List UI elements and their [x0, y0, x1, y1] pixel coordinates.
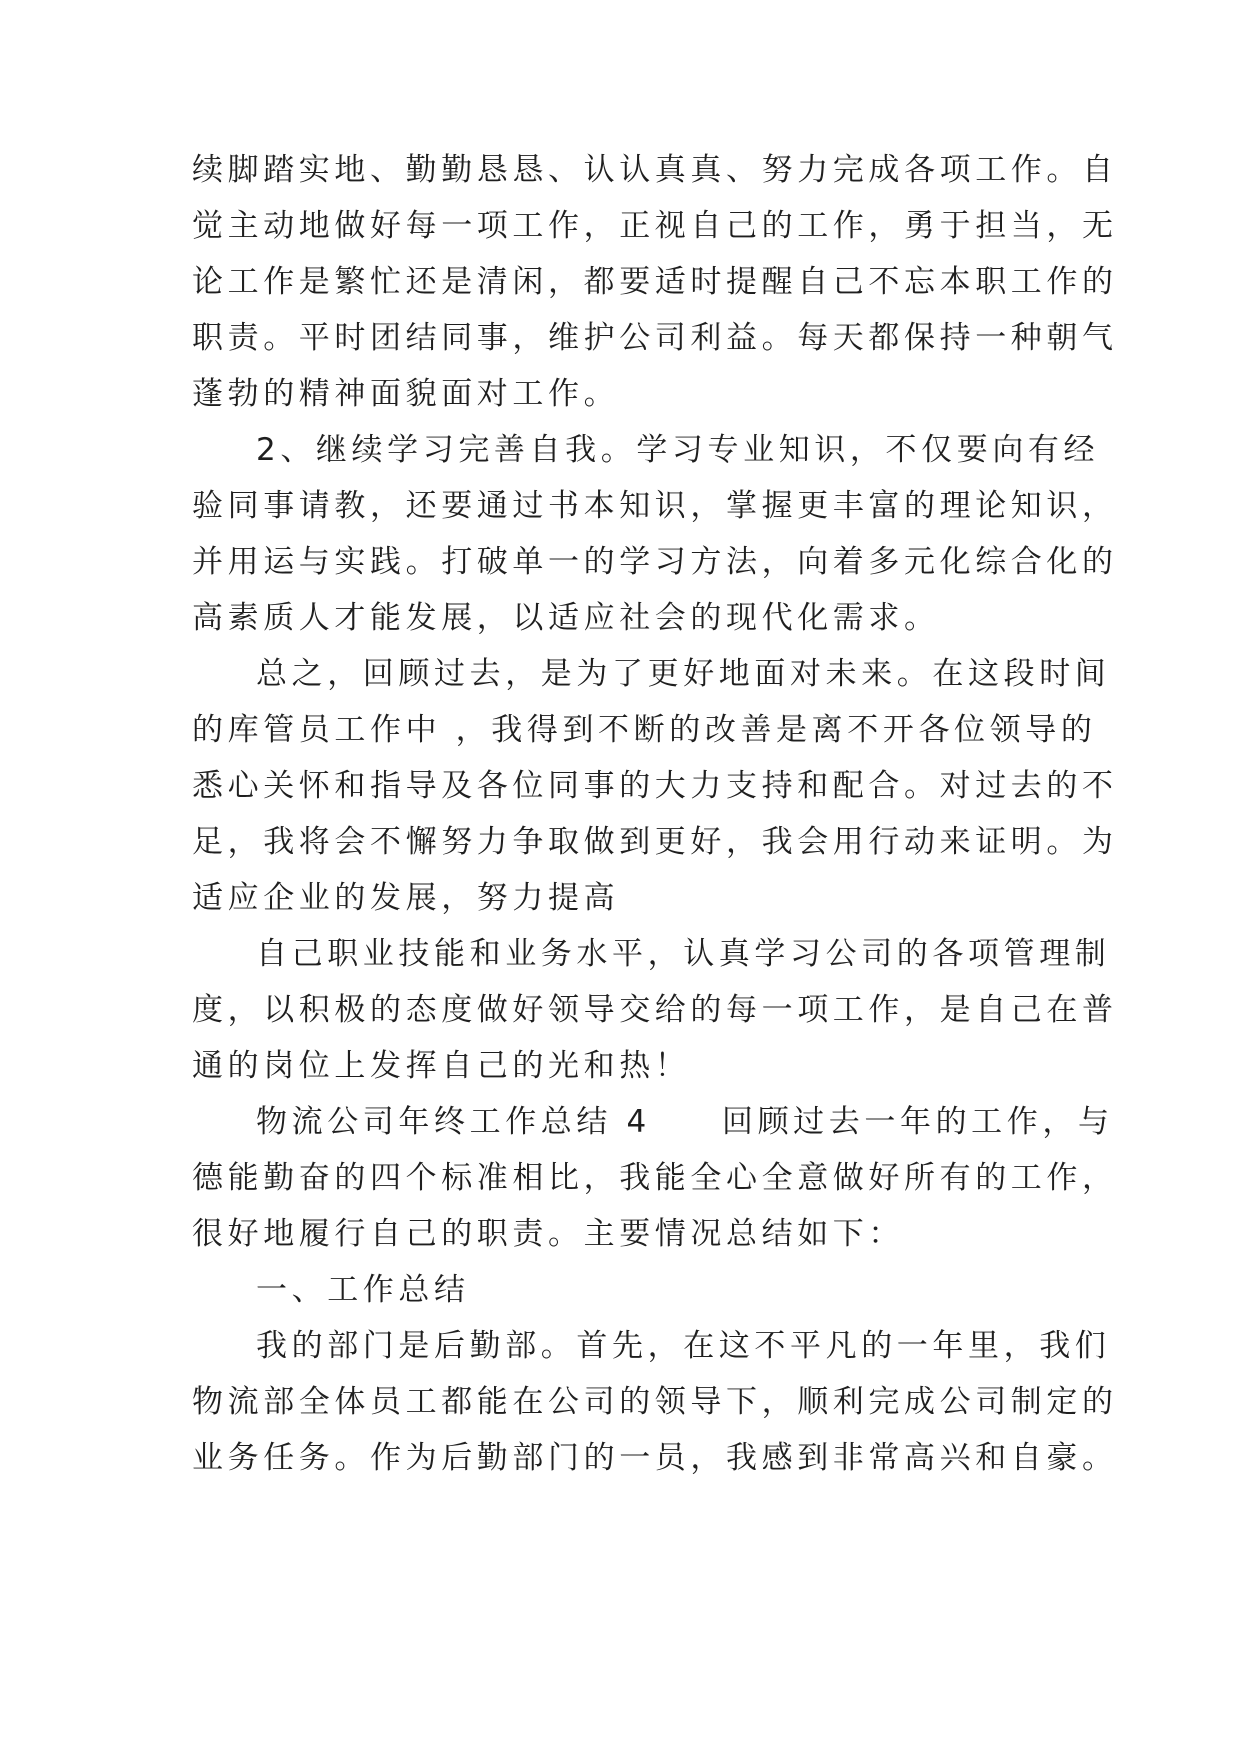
text-line: 验同事请教，还要通过书本知识，掌握更丰富的理论知识，	[192, 488, 1118, 524]
text-line: 足，我将会不懈努力争取做到更好，我会用行动来证明。为	[192, 824, 1118, 860]
text-line: 觉主动地做好每一项工作，正视自己的工作，勇于担当，无	[192, 208, 1118, 244]
text-line: 通的岗位上发挥自己的光和热！	[192, 1048, 691, 1084]
text-line: 高素质人才能发展，以适应社会的现代化需求。	[192, 600, 940, 636]
text-line: 度，以积极的态度做好领导交给的每一项工作，是自己在普	[192, 992, 1118, 1028]
text-line: 蓬勃的精神面貌面对工作。	[192, 376, 620, 412]
text-line: 物流部全体员工都能在公司的领导下，顺利完成公司制定的	[192, 1384, 1118, 1420]
text-line: 并用运与实践。打破单一的学习方法，向着多元化综合化的	[192, 544, 1118, 580]
paragraph-first-line: 2、继续学习完善自我。学习专业知识，不仅要向有经	[256, 432, 1100, 468]
section-title-line: 物流公司年终工作总结 4 回顾过去一年的工作，与	[256, 1104, 1114, 1140]
text-line: 业务任务。作为后勤部门的一员，我感到非常高兴和自豪。	[192, 1440, 1118, 1476]
text-line: 职责。平时团结同事，维护公司利益。每天都保持一种朝气	[192, 320, 1118, 356]
section-heading: 一、工作总结	[256, 1272, 470, 1308]
paragraph-first-line: 我的部门是后勤部。首先，在这不平凡的一年里，我们	[256, 1328, 1111, 1364]
text-line: 论工作是繁忙还是清闲，都要适时提醒自己不忘本职工作的	[192, 264, 1118, 300]
text-line: 德能勤奋的四个标准相比，我能全心全意做好所有的工作，	[192, 1160, 1118, 1196]
paragraph-first-line: 总之，回顾过去，是为了更好地面对未来。在这段时间	[256, 656, 1111, 692]
text-line: 的库管员工作中 ，我得到不断的改善是离不开各位领导的	[192, 712, 1097, 748]
text-line: 悉心关怀和指导及各位同事的大力支持和配合。对过去的不	[192, 768, 1118, 804]
text-line: 适应企业的发展，努力提高	[192, 880, 620, 916]
text-line: 续脚踏实地、勤勤恳恳、认认真真、努力完成各项工作。自	[192, 152, 1118, 188]
text-line: 很好地履行自己的职责。主要情况总结如下：	[192, 1216, 904, 1252]
paragraph-first-line: 自己职业技能和业务水平，认真学习公司的各项管理制	[256, 936, 1111, 972]
